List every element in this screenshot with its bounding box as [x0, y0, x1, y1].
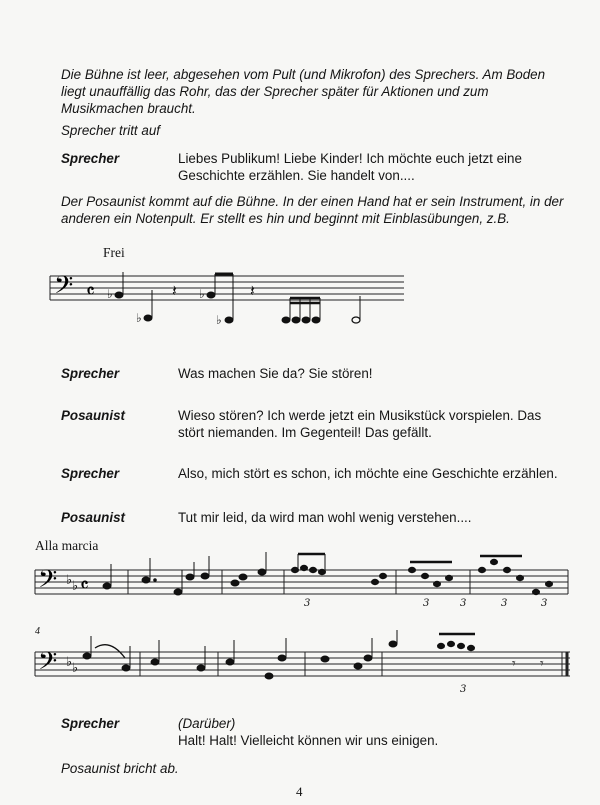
tempo-marking: Alla marcia	[35, 538, 99, 553]
note-head	[144, 315, 152, 321]
tuplet-numbers	[304, 598, 547, 608]
note-head	[225, 317, 233, 323]
svg-text:♭: ♭	[107, 287, 113, 301]
dialogue-text	[178, 465, 568, 482]
dialogue-direction: (Darüber)	[178, 716, 236, 731]
speaker-label: Posaunist	[61, 510, 125, 525]
notes-group	[83, 630, 544, 679]
dialogue-line: Geschichte erzählen. Sie handelt von....	[178, 168, 415, 183]
measure-number: 4	[35, 626, 40, 637]
svg-text:3: 3	[541, 598, 548, 608]
tuplet-number: 3	[460, 684, 467, 695]
dialogue-text	[178, 365, 568, 382]
bass-clef-icon: 𝄢	[38, 647, 58, 682]
stage-direction-trombonist	[61, 193, 563, 227]
common-time-icon: 𝄴	[86, 279, 95, 303]
dialogue-line: Halt! Halt! Vielleicht können wir uns einigen.	[178, 733, 439, 748]
note-head	[115, 292, 123, 298]
speaker-label: Sprecher	[61, 151, 120, 166]
intro-line: Musikmachen braucht.	[61, 101, 196, 116]
bass-clef-icon: 𝄢	[38, 565, 58, 600]
svg-text:𝄽: 𝄽	[250, 283, 255, 300]
closing-direction: Posaunist bricht ab.	[61, 761, 179, 776]
svg-text:3: 3	[501, 598, 508, 608]
stage-line: Der Posaunist kommt auf die Bühne. In der einen Hand hat er sein Instrument, in der	[61, 194, 564, 209]
stage-line: anderen ein Notenpult. Er stellt es hin und beginnt mit Einblasübungen, z.B.	[61, 211, 510, 226]
svg-text:♭: ♭	[199, 287, 205, 301]
dialogue-text	[178, 715, 568, 749]
svg-text:♭: ♭	[136, 311, 142, 325]
music-staff-3	[0, 630, 600, 700]
flat-icon: ♭	[72, 578, 79, 593]
music-staff-1	[0, 262, 600, 332]
svg-text:𝄾: 𝄾	[512, 655, 516, 671]
svg-text:♭: ♭	[216, 313, 222, 327]
stage-direction-enter: Sprecher tritt auf	[61, 123, 160, 138]
dialogue-text	[178, 509, 568, 526]
dialogue-line: Also, mich stört es schon, ich möchte eine Geschichte erzählen.	[178, 466, 558, 481]
dialogue-line: Wieso stören? Ich werde jetzt ein Musikstück vorspielen. Das	[178, 408, 542, 423]
svg-text:𝄾: 𝄾	[540, 655, 544, 671]
music-staff-2	[0, 548, 600, 608]
flat-icon: ♭	[66, 654, 73, 669]
svg-text:𝄽: 𝄽	[172, 283, 177, 300]
flat-icon: ♭	[72, 660, 79, 675]
svg-text:3: 3	[423, 598, 430, 608]
bass-clef-icon: 𝄢	[54, 271, 74, 306]
flat-icon: ♭	[66, 572, 73, 587]
dialogue-text	[178, 150, 568, 184]
speaker-label: Sprecher	[61, 366, 120, 381]
dialogue-text	[178, 407, 568, 441]
dialogue-line: Liebes Publikum! Liebe Kinder! Ich möchte euch jetzt eine	[178, 151, 522, 166]
speaker-label: Posaunist	[61, 408, 125, 423]
intro-line: Die Bühne ist leer, abgesehen vom Pult (und Mikrofon) des Sprechers. Am Boden	[61, 67, 546, 82]
svg-text:3: 3	[304, 598, 311, 608]
notes-group	[103, 552, 553, 595]
intro-line: liegt unauffällig das Rohr, das der Sprecher später für Aktionen und zum	[61, 84, 489, 99]
tempo-marking: Frei	[103, 245, 125, 260]
intro-direction	[61, 66, 545, 117]
speaker-label: Sprecher	[61, 716, 120, 731]
dialogue-line: Tut mir leid, da wird man wohl wenig verstehen....	[178, 510, 472, 525]
svg-text:3: 3	[460, 598, 467, 608]
note-head	[207, 292, 215, 298]
dialogue-line: stört niemanden. Im Gegenteil! Das gefällt.	[178, 425, 432, 440]
common-time-icon: 𝄴	[80, 573, 89, 597]
speaker-label: Sprecher	[61, 466, 120, 481]
page-number: 4	[296, 784, 303, 799]
dialogue-line: Was machen Sie da? Sie stören!	[178, 366, 373, 381]
